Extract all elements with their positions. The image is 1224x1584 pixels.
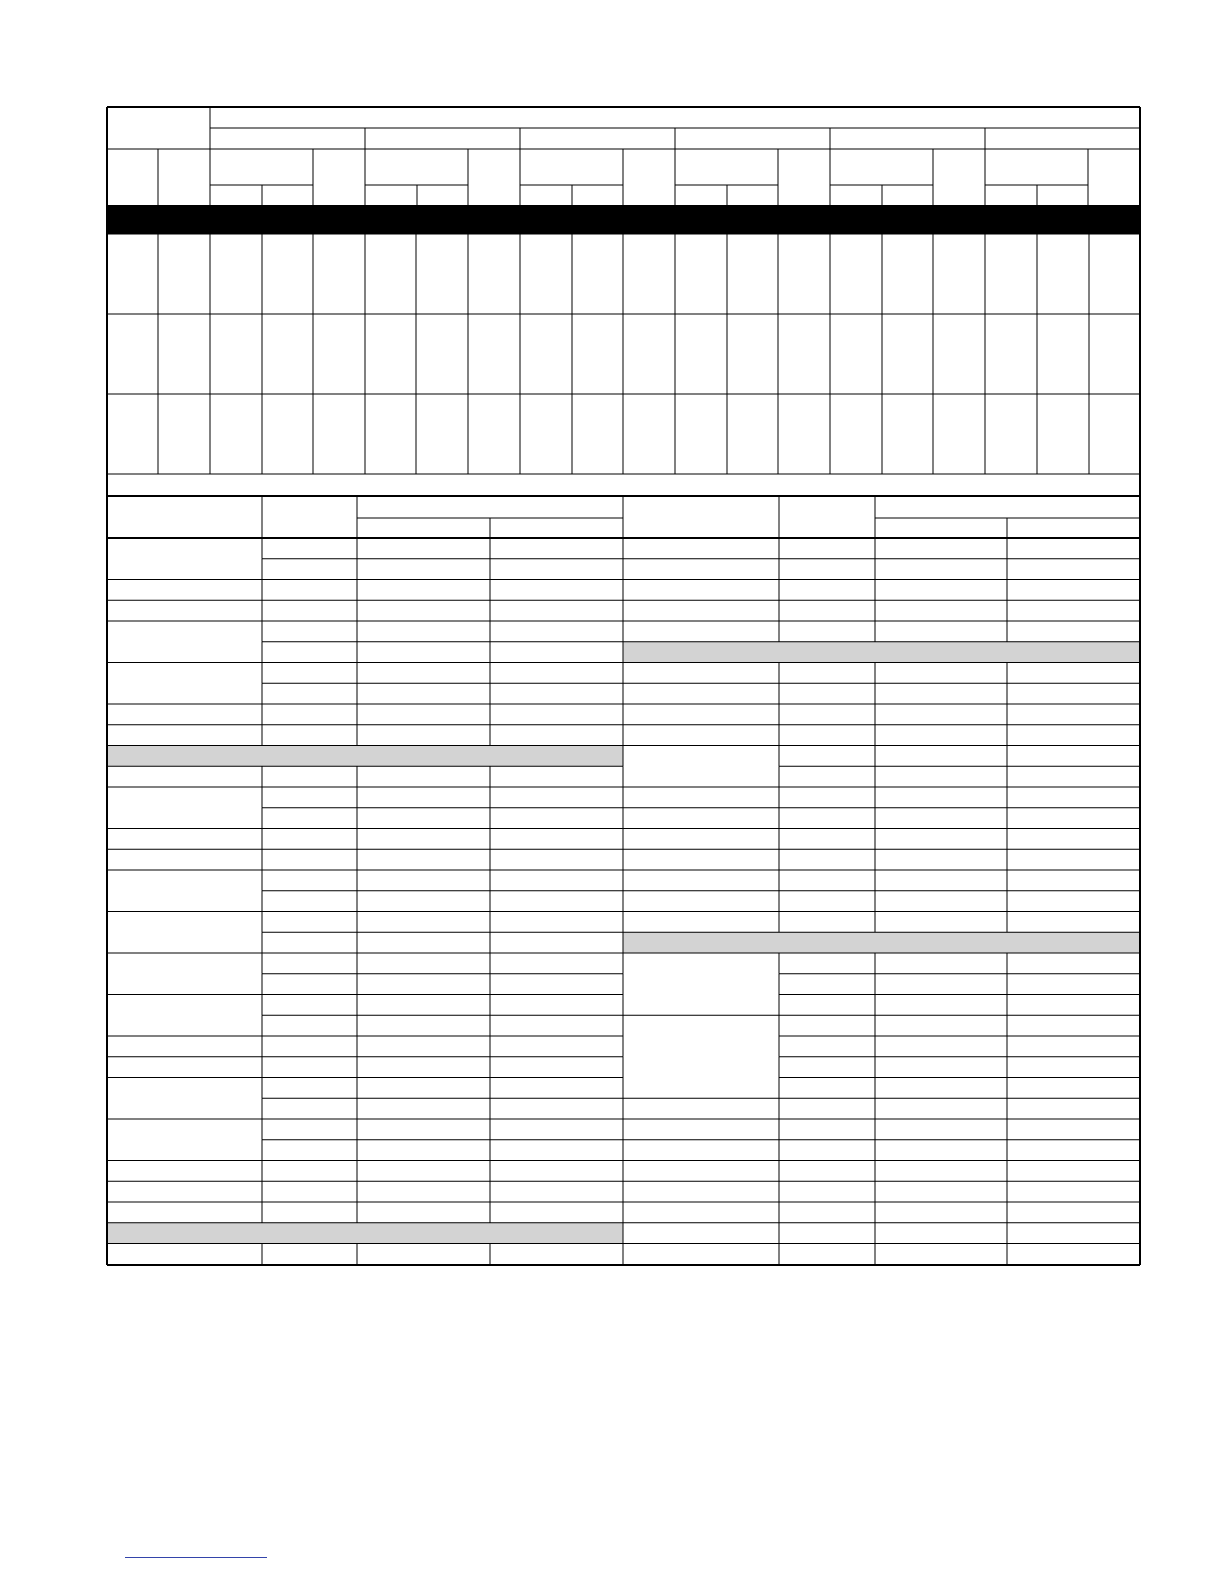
footnote-rule — [125, 1557, 267, 1558]
section-band — [107, 205, 1140, 234]
shaded-section-row — [107, 746, 623, 767]
shaded-section-row — [623, 932, 1140, 953]
shaded-section-row — [623, 642, 1140, 663]
shaded-section-row — [107, 1223, 623, 1244]
